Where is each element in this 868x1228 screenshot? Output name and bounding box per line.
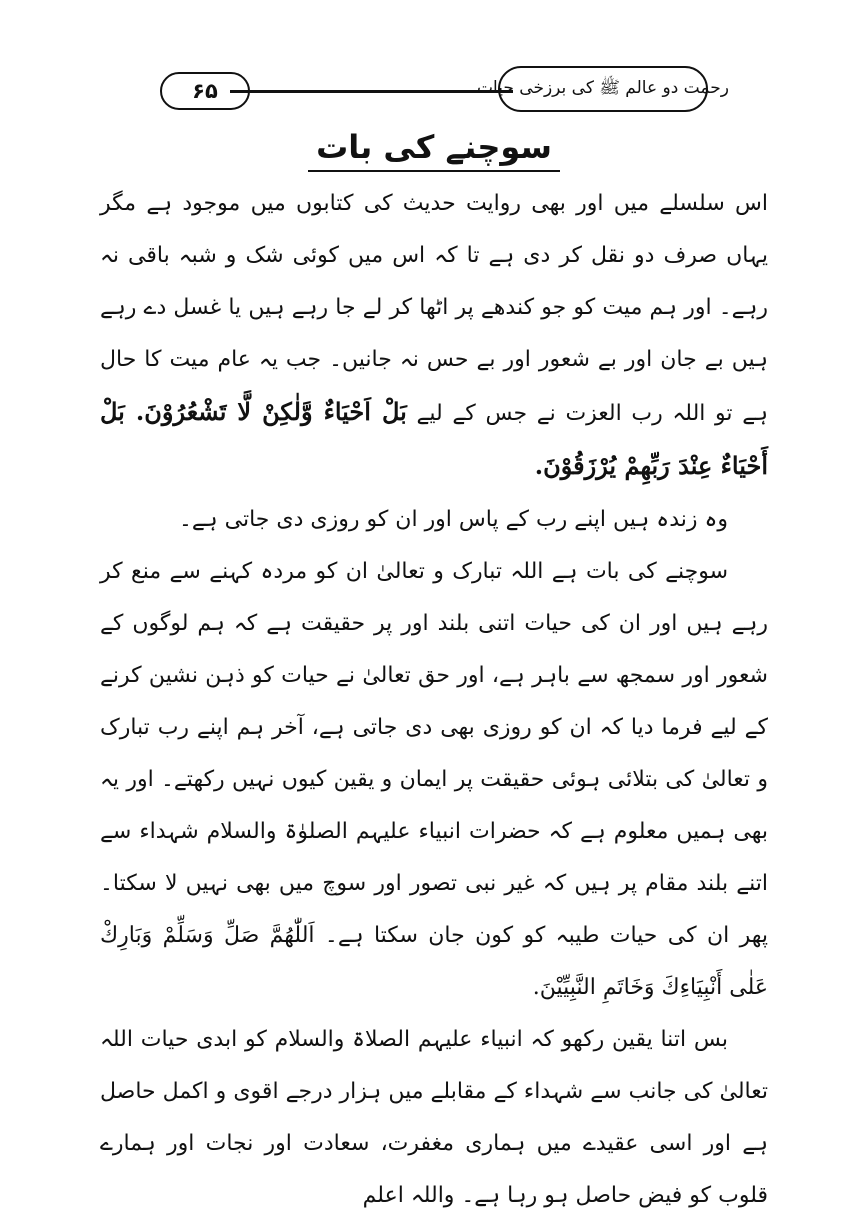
paragraph-1-text: اس سلسلے میں اور بھی روایت حدیث کی کتابوں میں موجود ہے مگر یہاں صرف دو نقل کر دی ہے تا کہ اس میں کوئی شک و شبہ باقی نہ رہے۔ اور ہم میت کو جو کندھے پر اٹھا کر لے جا رہے ہیں یا غسل دے رہے ہیں بے جان اور بے شعور اور بے حس نہ جانیں۔ جب یہ عام میت کا حال ہے تو اللہ رب العزت نے جس کے لیے [100, 191, 768, 426]
durood-text: اَللّٰهُمَّ صَلِّ وَسَلِّمْ وَبَارِكْ عَلٰى أَنْبِيَاءِكَ وَخَاتَمِ النَّبِيِّيْنَ. [100, 923, 768, 1000]
page-header [160, 64, 729, 120]
paragraph-3-text: سوچنے کی بات ہے اللہ تبارک و تعالیٰ ان کو مردہ کہنے سے منع کر رہے ہیں اور ان کی حیات اتنی بلند اور پر حقیقت ہے کہ ہم لوگوں کے شعور اور سمجھ سے باہر ہے، اور حق تعالیٰ نے حیات کو ذہن نشین کرنے کے لیے فرما دیا کہ ان کو روزی بھی دی جاتی ہے، آخر ہم اپنے رب تبارک و تعالیٰ کی بتلائی ہوئی حقیقت پر ایمان و یقین کیوں نہیں رکھتے۔ اور یہ بھی ہمیں معلوم ہے کہ حضرات انبیاء علیہم الصلوٰۃ والسلام شہداء سے اتنے بلند مقام پر ہیں کہ غیر نبی تصور اور سوچ میں بھی نہیں لا سکتا۔ پھر ان کی حیات طیبہ کو کون جان سکتا ہے۔ [100, 559, 768, 948]
section-heading [0, 124, 868, 170]
page-number: ۶۵ [160, 72, 250, 110]
running-title: رحمت دو عالم ﷺ کی برزخی حیات [498, 66, 708, 112]
paragraph-3 [100, 546, 768, 1014]
section-heading-text: سوچنے کی بات [308, 128, 560, 172]
header-rule [230, 90, 513, 93]
quran-verse: بَلْ اَحْيَاءٌ وَّلٰكِنْ لَّا تَشْعُرُوْنَ. بَلْ أَحْيَاءٌ عِنْدَ رَبِّهِمْ يُرْزَقُوْنَ. [100, 397, 768, 480]
page-body [100, 178, 768, 1222]
paragraph-1 [100, 178, 768, 494]
paragraph-2: وہ زندہ ہیں اپنے رب کے پاس اور ان کو روزی دی جاتی ہے۔ [178, 507, 728, 532]
paragraph-4: بس اتنا یقین رکھو کہ انبیاء علیہم الصلاۃ والسلام کو ابدی حیات اللہ تعالیٰ کی جانب سے شہداء کے مقابلے میں ہزار درجے اقوی و اکمل حاصل ہے اور اسی عقیدے میں ہماری مغفرت، سعادت اور نجات اور ہمارے قلوب کو فیض حاصل ہو رہا ہے۔ واللہ اعلم [100, 1027, 768, 1208]
